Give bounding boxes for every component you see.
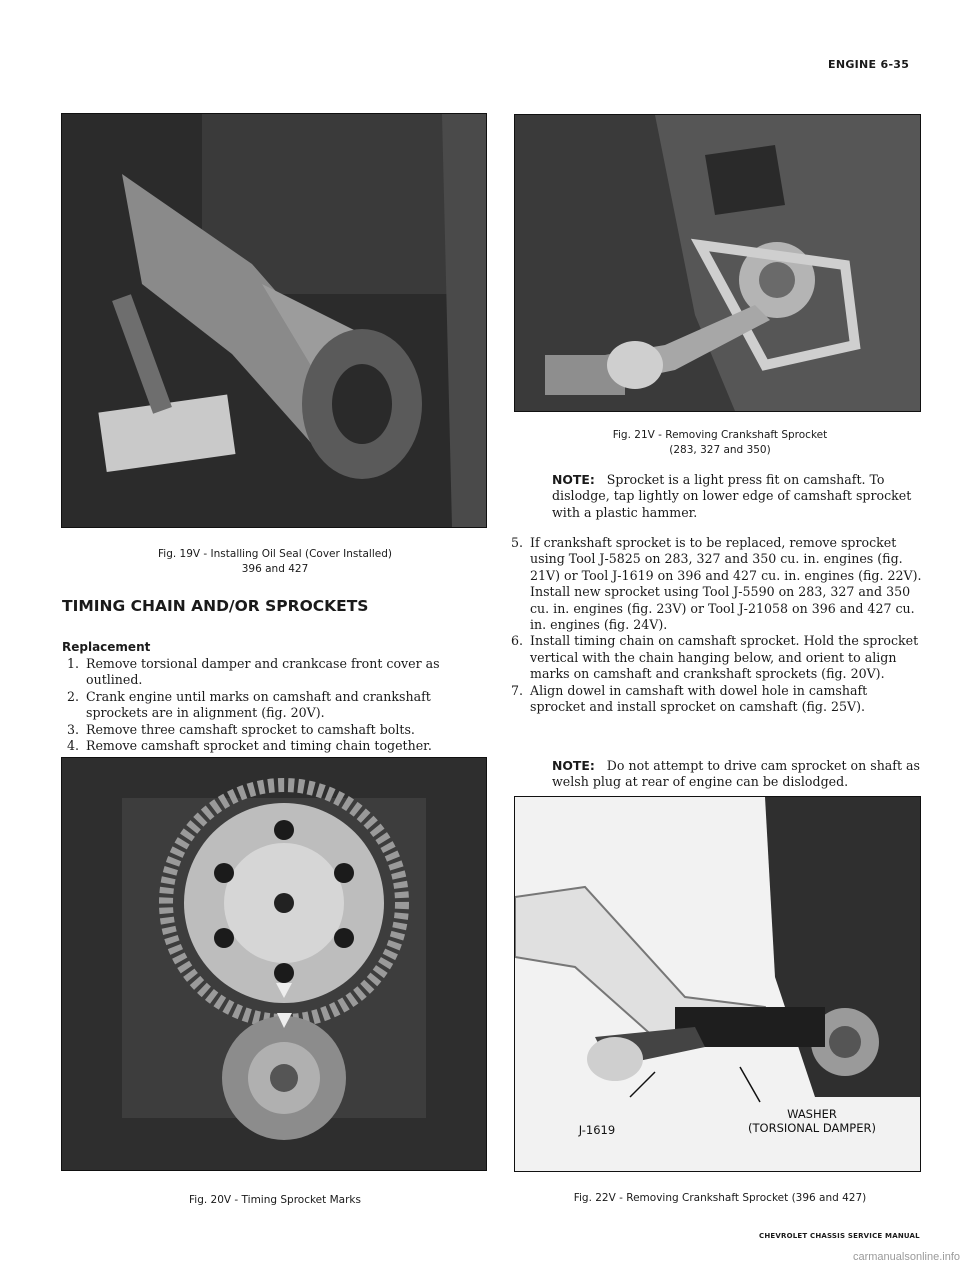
step-4: 4. Remove camshaft sprocket and timing chain together. — [67, 738, 432, 754]
step-3: 3. Remove three camshaft sprocket to camshaft bolts. — [67, 721, 415, 737]
fig-19v-caption-line1: Fig. 19V - Installing Oil Seal (Cover Installed) — [158, 548, 392, 560]
section-title: TIMING CHAIN AND/OR SPROCKETS — [62, 597, 369, 615]
steps-right — [506, 535, 922, 715]
subheading-replacement: Replacement — [62, 640, 151, 654]
fig-20v-photo — [61, 757, 487, 1171]
fig-22v-photo — [514, 796, 921, 1172]
step-5: 5. If crankshaft sprocket is to be replaced, remove sprocket using Tool J-5825 on 283, 327 and 350 cu. in. engines (fig. 21V) or Tool J-1619 on 396 and 427 cu. in. engines (fig. 22V). Install new sprocket using Tool J-5590 on 283, 327 and 350 cu. in. engines (fig. 23V) or Tool J-21058 on 396 and 427 cu. in. engines (fig. 24V). — [511, 535, 922, 633]
note-1-label: NOTE: — [552, 472, 595, 487]
fig-20v-caption: Fig. 20V - Timing Sprocket Marks — [189, 1194, 361, 1206]
fig-21v-caption-line2: (283, 327 and 350) — [669, 444, 771, 456]
fig-21v-caption — [560, 428, 880, 458]
step-7: 7. Align dowel in camshaft with dowel hole in camshaft sprocket and install sprocket on camshaft (fig. 25V). — [511, 682, 868, 715]
note-2 — [552, 758, 922, 791]
fig-22v-caption: Fig. 22V - Removing Crankshaft Sprocket (396 and 427) — [573, 1192, 867, 1204]
watermark: carmanualsonline.info — [852, 1251, 960, 1263]
fig-22v-label-washer — [717, 1107, 907, 1135]
fig-19v-photo — [61, 113, 487, 528]
fig-22v-label-tool: J-1619 — [578, 1123, 616, 1137]
note-2-label: NOTE: — [552, 758, 595, 773]
fig-22v-label-washer-line2: (TORSIONAL DAMPER) — [748, 1121, 876, 1135]
note-1-text: Sprocket is a light press fit on camshaft. To dislodge, tap lightly on lower edge of camshaft sprocket with a plastic hammer. — [552, 472, 912, 520]
footer-brand: CHEVROLET CHASSIS SERVICE MANUAL — [759, 1232, 920, 1240]
step-2: 2. Crank engine until marks on camshaft and crankshaft sprockets are in alignment (fig. 20V). — [67, 688, 431, 721]
fig-22v-label-washer-line1: WASHER — [787, 1107, 837, 1121]
fig-19v-caption-line2: 396 and 427 — [241, 563, 309, 575]
fig-21v-photo — [514, 114, 921, 412]
note-1 — [552, 472, 922, 521]
fig-19v-caption — [100, 547, 450, 577]
steps-left — [62, 656, 480, 754]
step-6: 6. Install timing chain on camshaft sprocket. Hold the sprocket vertical with the chain hanging below, and orient to align marks on camshaft and crankshaft sprockets (fig. 20V). — [511, 633, 919, 682]
page-header: ENGINE 6-35 — [828, 58, 910, 71]
note-2-text: Do not attempt to drive cam sprocket on shaft as welsh plug at rear of engine can be dislodged. — [552, 758, 921, 790]
fig-21v-caption-line1: Fig. 21V - Removing Crankshaft Sprocket — [612, 429, 828, 441]
step-1: 1. Remove torsional damper and crankcase front cover as outlined. — [67, 656, 440, 688]
